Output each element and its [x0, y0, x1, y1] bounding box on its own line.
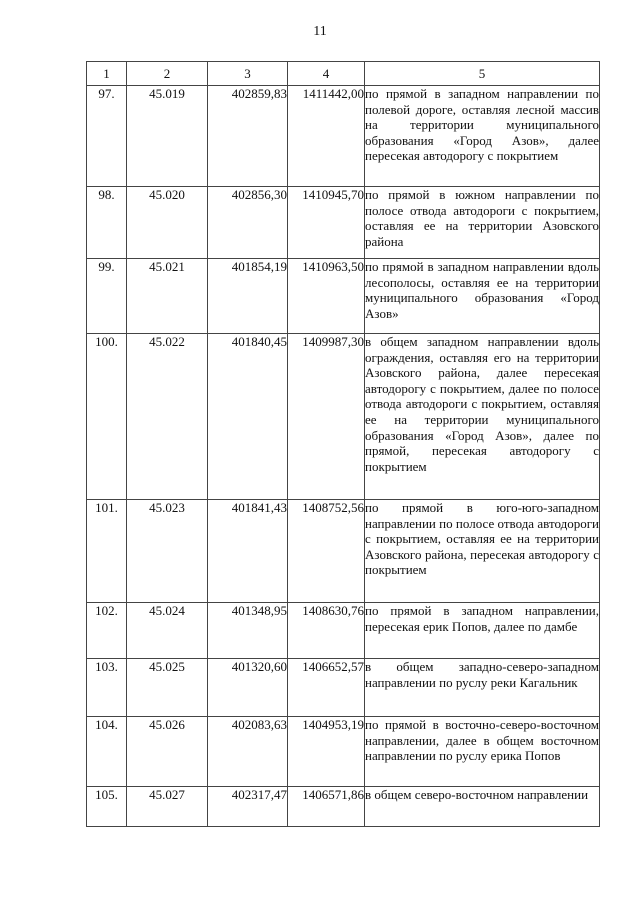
route-description: в общем западном направлении вдоль ограждения, оставляя его на территории Азовского района, далее пересекая автодорогу с покрытием, далее по полосе отвода автодороги с покрытием, оставляя ее на территории муниципального образования «Город Азов», далее по прямой, пересекая автодорогу с покрытием — [365, 334, 600, 500]
row-number: 103. — [87, 659, 127, 717]
point-id: 45.023 — [127, 500, 208, 603]
coord-y: 1406652,57 — [288, 659, 365, 717]
table-row — [87, 787, 600, 827]
route-description: по прямой в западном направлении по полевой дороге, оставляя лесной массив на территории муниципального образования «Город Азов», далее пересекая автодорогу с покрытием — [365, 86, 600, 187]
header-col-3: 3 — [208, 62, 288, 86]
page-number: 11 — [313, 24, 327, 39]
table-row — [87, 334, 600, 500]
route-description: в общем северо-восточном направлении — [365, 787, 600, 827]
row-number: 100. — [87, 334, 127, 500]
table-row — [87, 603, 600, 659]
point-id: 45.027 — [127, 787, 208, 827]
point-id: 45.026 — [127, 717, 208, 787]
table-row — [87, 187, 600, 259]
coord-y: 1410945,70 — [288, 187, 365, 259]
coord-x: 401841,43 — [208, 500, 288, 603]
table-row — [87, 500, 600, 603]
point-id: 45.021 — [127, 259, 208, 334]
coord-y: 1408752,56 — [288, 500, 365, 603]
route-description: по прямой в южном направлении по полосе отвода автодороги с покрытием, оставляя ее на территории Азовского района — [365, 187, 600, 259]
route-description: по прямой в западном направлении вдоль лесополосы, оставляя ее на территории муниципального образования «Город Азов» — [365, 259, 600, 334]
point-id: 45.024 — [127, 603, 208, 659]
row-number: 98. — [87, 187, 127, 259]
coord-y: 1406571,86 — [288, 787, 365, 827]
table-row — [87, 659, 600, 717]
coord-x: 402859,83 — [208, 86, 288, 187]
route-description: по прямой в юго-юго-западном направлении по полосе отвода автодороги с покрытием, оставляя ее на территории Азовского района, пересекая автодорогу с покрытием — [365, 500, 600, 603]
route-description: по прямой в западном направлении, пересекая ерик Попов, далее по дамбе — [365, 603, 600, 659]
coord-x: 401320,60 — [208, 659, 288, 717]
table-row — [87, 259, 600, 334]
point-id: 45.022 — [127, 334, 208, 500]
coord-x: 402083,63 — [208, 717, 288, 787]
table-row — [87, 717, 600, 787]
coord-y: 1404953,19 — [288, 717, 365, 787]
coord-y: 1408630,76 — [288, 603, 365, 659]
point-id: 45.020 — [127, 187, 208, 259]
header-col-4: 4 — [288, 62, 365, 86]
row-number: 102. — [87, 603, 127, 659]
boundary-table — [86, 61, 600, 827]
route-description: по прямой в восточно-северо-восточном направлении, далее в общем восточном направлении по руслу ерика Попов — [365, 717, 600, 787]
coord-x: 401840,45 — [208, 334, 288, 500]
point-id: 45.019 — [127, 86, 208, 187]
header-col-2: 2 — [127, 62, 208, 86]
coord-x: 402856,30 — [208, 187, 288, 259]
coord-y: 1409987,30 — [288, 334, 365, 500]
row-number: 104. — [87, 717, 127, 787]
table-row — [87, 86, 600, 187]
coord-x: 401854,19 — [208, 259, 288, 334]
coord-x: 401348,95 — [208, 603, 288, 659]
coord-y: 1410963,50 — [288, 259, 365, 334]
header-col-5: 5 — [365, 62, 600, 86]
header-col-1: 1 — [87, 62, 127, 86]
route-description: в общем западно-северо-западном направлении по руслу реки Кагальник — [365, 659, 600, 717]
row-number: 101. — [87, 500, 127, 603]
row-number: 99. — [87, 259, 127, 334]
coord-y: 1411442,00 — [288, 86, 365, 187]
row-number: 105. — [87, 787, 127, 827]
coord-x: 402317,47 — [208, 787, 288, 827]
row-number: 97. — [87, 86, 127, 187]
point-id: 45.025 — [127, 659, 208, 717]
header-row — [87, 62, 600, 86]
